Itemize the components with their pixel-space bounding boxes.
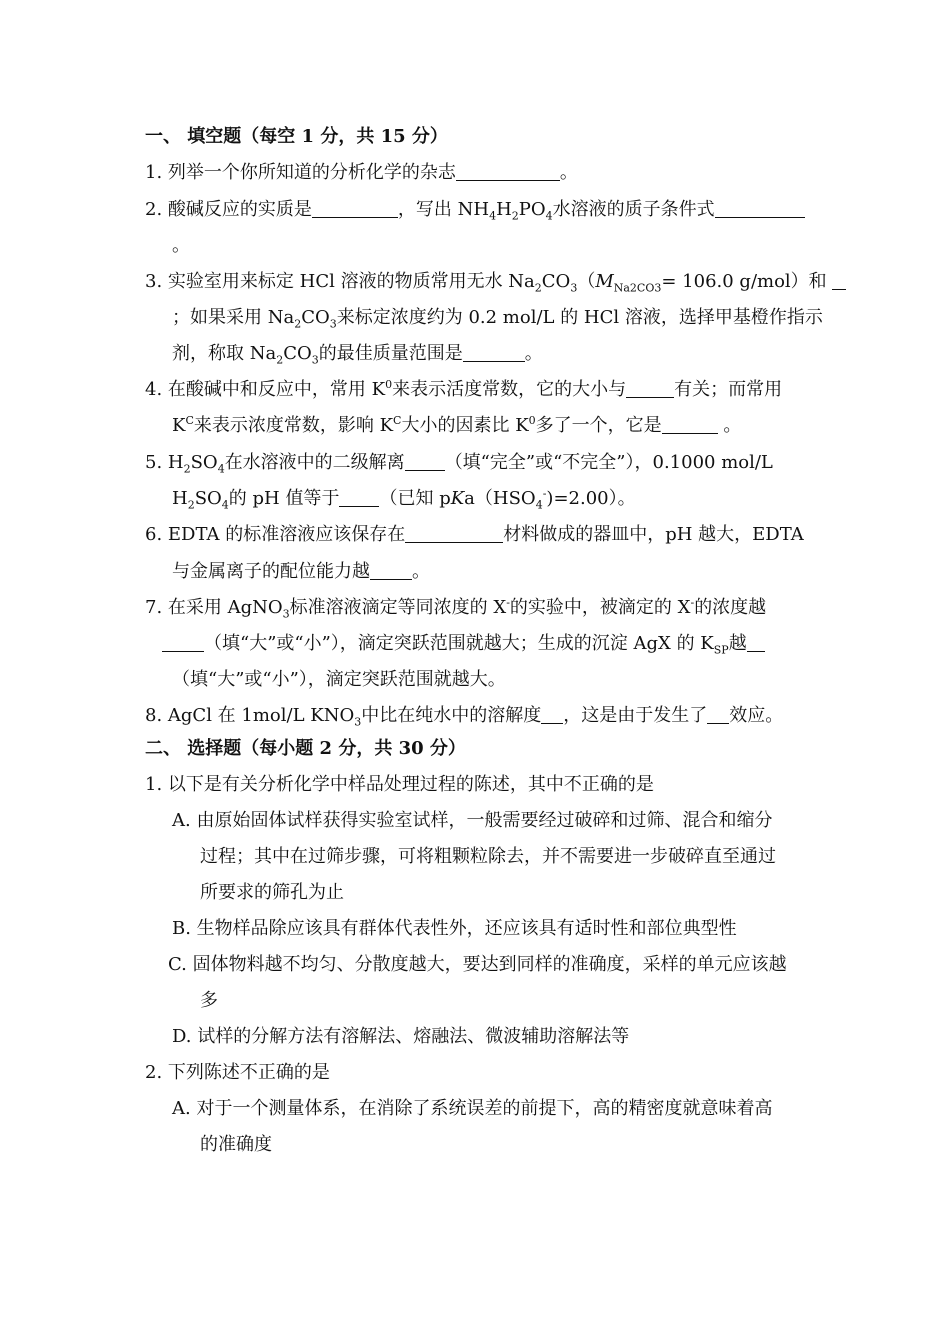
- question-5-line-2: $H_2SO_4$的 pH 值等于 （已知 $pKa(HSO_4^-)=2.00$）。: [172, 487, 636, 512]
- mc-1-option-c[interactable]: C. 固体物料越不均匀、分散度越大，要达到同样的准确度，采样的单元应该越: [168, 954, 787, 975]
- question-1: 1. 列举一个你所知道的分析化学的杂志 。: [145, 162, 578, 183]
- answer-blank[interactable]: [662, 415, 718, 434]
- answer-blank[interactable]: [715, 199, 805, 218]
- answer-blank[interactable]: [541, 705, 563, 724]
- question-3-line-1: 3. 实验室用来标定 HCl 溶液的物质常用无水 $Na_2CO_3(M_{Na2CO3}= 106.0$ g/mol）和: [145, 270, 810, 294]
- question-7-line-3: （填“大”或“小”），滴定突跃范围就越大。: [172, 669, 506, 690]
- question-4-line-1: 4. 在酸碱中和反应中，常用 $K^0$来表示活度常数，它的大小与 有关；而常用: [145, 378, 783, 400]
- question-5-line-1: 5. $H_2SO_4$在水溶液中的二级解离 （填“完全”或“不完全”），0.1000 mol/L: [145, 452, 773, 476]
- answer-blank[interactable]: [370, 561, 412, 580]
- question-2-tail: 。: [172, 235, 190, 256]
- mc-2-option-a-cont: 的准确度: [200, 1134, 272, 1155]
- mc-1-option-d[interactable]: D. 试样的分解方法有溶解法、熔融法、微波辅助溶解法等: [172, 1026, 630, 1047]
- answer-blank[interactable]: [832, 271, 846, 290]
- question-8: 8. AgCl 在 1mol/L $KNO_3$中比在纯水中的溶解度 ，这是由于发生了 效应。: [145, 705, 784, 729]
- answer-blank[interactable]: [747, 633, 765, 652]
- answer-blank[interactable]: [626, 379, 674, 398]
- answer-blank[interactable]: [405, 452, 445, 471]
- question-7-line-2: （填“大”或“小”），滴定突跃范围就越大；生成的沉淀 AgX 的 $K_{SP}$越: [162, 632, 827, 656]
- question-6-line-2: 与金属离子的配位能力越 。: [172, 561, 430, 582]
- mc-1-option-c-cont: 多: [200, 990, 218, 1011]
- question-3-line-3: 剂，称取 $Na_2CO_3$的最佳质量范围是 。: [172, 343, 543, 367]
- answer-blank[interactable]: [463, 343, 525, 362]
- answer-blank[interactable]: [312, 199, 398, 218]
- answer-blank[interactable]: [339, 488, 379, 507]
- mc-1-option-a-cont: 过程；其中在过筛步骤，可将粗颗粒除去，并不需要进一步破碎直至通过: [200, 846, 776, 867]
- answer-blank[interactable]: [405, 524, 503, 543]
- question-6-line-1: 6. EDTA 的标准溶液应该保存在 材料做成的器皿中，pH 越大，EDTA: [145, 524, 804, 545]
- question-4-line-2: $K^C$来表示浓度常数，影响 $K^C$大小的因素比 $K^0$多了一个，它是 。: [172, 414, 742, 436]
- question-7-line-1: 7. 在采用 AgNO$_3$标准溶液滴定等同浓度的 X-的实验中，被滴定的 X-的浓度越: [145, 596, 767, 621]
- answer-blank[interactable]: [162, 633, 204, 652]
- mc-1-option-a-cont: 所要求的筛孔为止: [200, 882, 344, 903]
- mc-2-option-a[interactable]: A. 对于一个测量体系，在消除了系统误差的前提下，高的精密度就意味着高: [172, 1098, 773, 1119]
- answer-blank[interactable]: [456, 162, 560, 181]
- mc-1-option-b[interactable]: B. 生物样品除应该具有群体代表性外，还应该具有适时性和部位典型性: [172, 918, 737, 939]
- section-2-title: 二、 选择题（每小题 2 分，共 30 分）: [145, 738, 466, 759]
- question-3-line-2: ；如果采用 $Na_2CO_3$来标定浓度约为 0.2 mol/L 的 HCl 溶液，选择甲基橙作指示: [172, 307, 823, 331]
- answer-blank[interactable]: [707, 705, 729, 724]
- mc-2-stem: 2. 下列陈述不正确的是: [145, 1062, 330, 1083]
- mc-1-stem: 1. 以下是有关分析化学中样品处理过程的陈述，其中不正确的是: [145, 774, 654, 795]
- question-2: 2. 酸碱反应的实质是 ，写出 $NH_4H_2PO_4$水溶液的质子条件式: [145, 198, 810, 222]
- mc-1-option-a[interactable]: A. 由原始固体试样获得实验室试样，一般需要经过破碎和过筛、混合和缩分: [172, 810, 773, 831]
- section-1-title: 一、 填空题（每空 1 分，共 15 分）: [145, 126, 448, 147]
